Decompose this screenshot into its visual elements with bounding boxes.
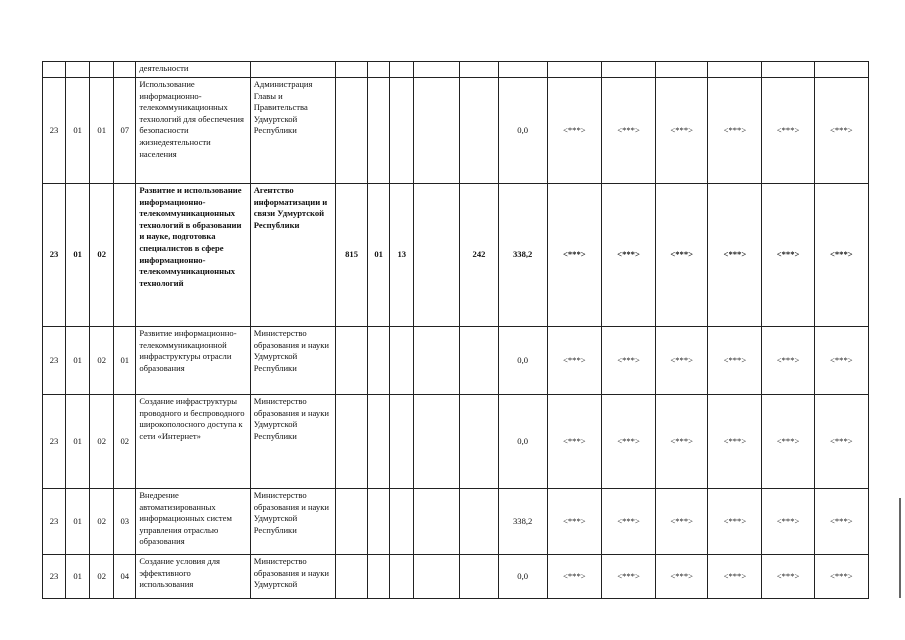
code-rz-cell (368, 555, 390, 599)
code-pr-cell (390, 62, 414, 78)
responsible-org-cell: Министерство образования и науки Удмуртской Республики (250, 489, 335, 555)
code-grbs-cell (336, 395, 368, 489)
amount-cell: 0,0 (498, 327, 547, 395)
code-pp-cell: 01 (66, 395, 90, 489)
code-m-cell: 02 (114, 395, 136, 489)
code-m-cell: 03 (114, 489, 136, 555)
forecast-6-cell: <***> (814, 555, 868, 599)
responsible-org-cell: Министерство образования и науки Удмуртской Республики (250, 395, 335, 489)
code-m-cell: 07 (114, 78, 136, 184)
code-rz-cell (368, 327, 390, 395)
activity-name-cell: деятельности (136, 62, 250, 78)
amount-cell: 0,0 (498, 78, 547, 184)
code-grbs-cell (336, 555, 368, 599)
forecast-5-cell: <***> (762, 78, 814, 184)
forecast-1-cell (547, 62, 601, 78)
code-om-cell (90, 62, 114, 78)
forecast-4-cell: <***> (708, 78, 762, 184)
code-gp-cell: 23 (43, 489, 66, 555)
forecast-1-cell: <***> (547, 78, 601, 184)
forecast-4-cell: <***> (708, 555, 762, 599)
code-rz-cell (368, 78, 390, 184)
forecast-1-cell: <***> (547, 489, 601, 555)
code-vr-cell: 242 (460, 184, 498, 327)
forecast-3-cell: <***> (656, 327, 708, 395)
forecast-2-cell: <***> (601, 327, 655, 395)
forecast-2-cell: <***> (601, 184, 655, 327)
budget-table (42, 61, 869, 599)
code-pp-cell: 01 (66, 555, 90, 599)
code-vr-cell (460, 395, 498, 489)
amount-cell: 0,0 (498, 395, 547, 489)
code-gp-cell: 23 (43, 327, 66, 395)
forecast-2-cell: <***> (601, 78, 655, 184)
amount-cell: 0,0 (498, 555, 547, 599)
code-pp-cell: 01 (66, 78, 90, 184)
amount-cell (498, 62, 547, 78)
code-rz-cell: 01 (368, 184, 390, 327)
code-pr-cell: 13 (390, 184, 414, 327)
forecast-2-cell: <***> (601, 489, 655, 555)
code-vr-cell (460, 327, 498, 395)
code-gp-cell: 23 (43, 184, 66, 327)
forecast-1-cell: <***> (547, 395, 601, 489)
forecast-5-cell: <***> (762, 327, 814, 395)
amount-cell: 338,2 (498, 489, 547, 555)
activity-name-cell: Развитие и использование информационно-телекоммуникационных технологий в образовании и науке, подготовка специалистов в сфере информационно-телекоммуникационных технологий (136, 184, 250, 327)
code-gp-cell (43, 62, 66, 78)
forecast-6-cell: <***> (814, 489, 868, 555)
responsible-org-cell: Администрация Главы и Правительства Удмуртской Республики (250, 78, 335, 184)
code-m-cell: 01 (114, 327, 136, 395)
table-row (43, 489, 869, 555)
forecast-2-cell: <***> (601, 555, 655, 599)
forecast-5-cell: <***> (762, 184, 814, 327)
code-pr-cell (390, 555, 414, 599)
table-row (43, 184, 869, 327)
code-grbs-cell: 815 (336, 184, 368, 327)
code-cs-cell (414, 555, 460, 599)
forecast-2-cell: <***> (601, 395, 655, 489)
code-cs-cell (414, 327, 460, 395)
forecast-5-cell: <***> (762, 555, 814, 599)
code-cs-cell (414, 62, 460, 78)
code-rz-cell (368, 395, 390, 489)
code-pp-cell: 01 (66, 327, 90, 395)
code-om-cell: 02 (90, 555, 114, 599)
forecast-5-cell: <***> (762, 395, 814, 489)
code-rz-cell (368, 489, 390, 555)
code-grbs-cell (336, 62, 368, 78)
forecast-6-cell: <***> (814, 395, 868, 489)
code-rz-cell (368, 62, 390, 78)
forecast-2-cell (601, 62, 655, 78)
code-vr-cell (460, 78, 498, 184)
code-vr-cell (460, 555, 498, 599)
code-pp-cell (66, 62, 90, 78)
table-row (43, 327, 869, 395)
code-pr-cell (390, 489, 414, 555)
code-vr-cell (460, 489, 498, 555)
forecast-1-cell: <***> (547, 327, 601, 395)
code-pr-cell (390, 327, 414, 395)
code-grbs-cell (336, 327, 368, 395)
forecast-3-cell: <***> (656, 395, 708, 489)
forecast-3-cell (656, 62, 708, 78)
table-body (43, 62, 869, 599)
code-m-cell (114, 184, 136, 327)
activity-name-cell: Использование информационно-телекоммуникационных технологий для обеспечения безопасности жизнедеятельности населения (136, 78, 250, 184)
responsible-org-cell (250, 62, 335, 78)
code-m-cell (114, 62, 136, 78)
forecast-3-cell: <***> (656, 489, 708, 555)
code-grbs-cell (336, 489, 368, 555)
code-cs-cell (414, 78, 460, 184)
code-pp-cell: 01 (66, 489, 90, 555)
forecast-3-cell: <***> (656, 555, 708, 599)
code-om-cell: 01 (90, 78, 114, 184)
forecast-6-cell: <***> (814, 184, 868, 327)
activity-name-cell: Внедрение автоматизированных информационных систем управления отраслью образования (136, 489, 250, 555)
table-row (43, 62, 869, 78)
forecast-3-cell: <***> (656, 184, 708, 327)
code-gp-cell: 23 (43, 78, 66, 184)
responsible-org-cell: Министерство образования и науки Удмуртской Республики (250, 327, 335, 395)
code-cs-cell (414, 395, 460, 489)
forecast-4-cell: <***> (708, 327, 762, 395)
forecast-6-cell: <***> (814, 327, 868, 395)
forecast-4-cell: <***> (708, 395, 762, 489)
code-om-cell: 02 (90, 395, 114, 489)
code-gp-cell: 23 (43, 555, 66, 599)
forecast-1-cell: <***> (547, 555, 601, 599)
forecast-6-cell (814, 62, 868, 78)
code-om-cell: 02 (90, 327, 114, 395)
code-gp-cell: 23 (43, 395, 66, 489)
table-row (43, 395, 869, 489)
code-pr-cell (390, 78, 414, 184)
forecast-4-cell: <***> (708, 184, 762, 327)
code-pr-cell (390, 395, 414, 489)
responsible-org-cell: Министерство образования и науки Удмуртской (250, 555, 335, 599)
code-vr-cell (460, 62, 498, 78)
code-m-cell: 04 (114, 555, 136, 599)
code-grbs-cell (336, 78, 368, 184)
forecast-4-cell: <***> (708, 489, 762, 555)
activity-name-cell: Создание условия для эффективного использования (136, 555, 250, 599)
forecast-4-cell (708, 62, 762, 78)
table-row (43, 555, 869, 599)
code-om-cell: 02 (90, 184, 114, 327)
code-cs-cell (414, 184, 460, 327)
amount-cell: 338,2 (498, 184, 547, 327)
scan-edge-mark (899, 498, 901, 598)
code-cs-cell (414, 489, 460, 555)
activity-name-cell: Развитие информационно-телекоммуникационной инфраструктуры отрасли образования (136, 327, 250, 395)
code-pp-cell: 01 (66, 184, 90, 327)
activity-name-cell: Создание инфраструктуры проводного и беспроводного широкополосного доступа к сети «Интернет» (136, 395, 250, 489)
forecast-1-cell: <***> (547, 184, 601, 327)
code-om-cell: 02 (90, 489, 114, 555)
forecast-5-cell: <***> (762, 489, 814, 555)
forecast-3-cell: <***> (656, 78, 708, 184)
forecast-5-cell (762, 62, 814, 78)
forecast-6-cell: <***> (814, 78, 868, 184)
responsible-org-cell: Агентство информатизации и связи Удмуртской Республики (250, 184, 335, 327)
table-row (43, 78, 869, 184)
